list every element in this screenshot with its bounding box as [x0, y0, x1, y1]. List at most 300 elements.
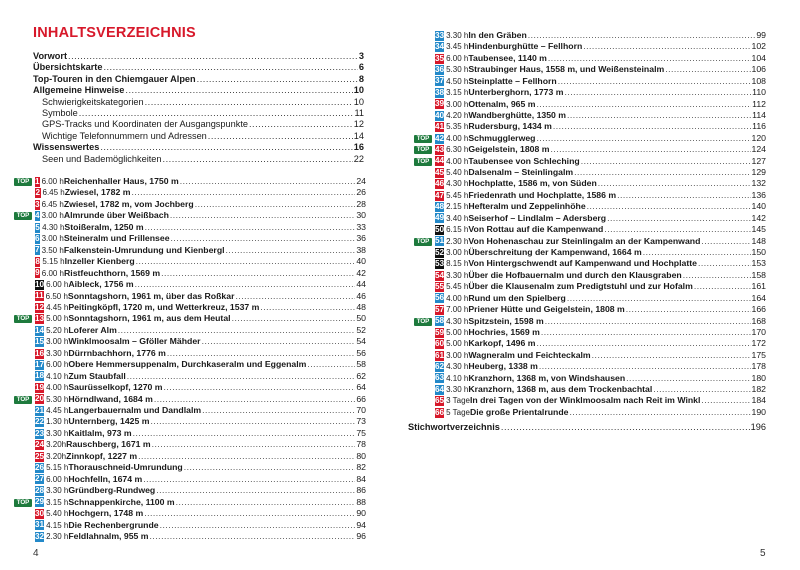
tour-entry[interactable]	[35, 313, 366, 325]
dot-leader	[118, 325, 356, 337]
tour-entry[interactable]	[435, 327, 766, 339]
tour-number: 22	[35, 417, 45, 427]
tour-number: 13	[35, 314, 45, 324]
dot-leader	[581, 156, 751, 168]
tour-entry[interactable]	[435, 384, 766, 396]
tour-page: 168	[751, 315, 766, 326]
tour-entry[interactable]	[35, 497, 366, 509]
tour-name: Über die Klausenalm zum Predigtstuhl und zur Hofalm	[468, 281, 693, 292]
tour-name: Sonntagshorn, 1961 m, aus dem Heutal	[68, 313, 231, 324]
tour-entry[interactable]	[435, 190, 766, 202]
dot-leader	[558, 76, 751, 88]
dot-leader	[195, 199, 356, 211]
toc-entry-page: 11	[354, 108, 364, 118]
tour-page: 120	[751, 132, 766, 143]
tour-name: Unterberghorn, 1773 m	[468, 87, 564, 98]
tour-duration: 2.30 h	[446, 236, 469, 246]
tour-page: 170	[751, 326, 766, 337]
tour-duration: 5.45 h	[446, 190, 469, 200]
tour-entry[interactable]	[35, 405, 366, 417]
tour-duration: 3.00 h	[446, 247, 469, 257]
tour-duration: 3.00 h	[446, 99, 469, 109]
tour-number: 30	[35, 508, 45, 518]
tour-page: 140	[751, 201, 766, 212]
tour-page: 178	[751, 361, 766, 372]
tour-number: 10	[35, 279, 45, 289]
tour-number: 14	[35, 325, 45, 335]
tour-number: 42	[435, 133, 445, 143]
dot-leader	[235, 291, 355, 303]
tour-duration: 5.35 h	[446, 122, 469, 132]
tour-entry[interactable]	[435, 144, 766, 156]
tour-entry[interactable]	[435, 224, 766, 236]
tour-entry[interactable]	[35, 359, 366, 371]
tour-entry[interactable]	[35, 336, 366, 348]
tour-name: Hochries, 1569 m	[468, 326, 540, 337]
tour-entry[interactable]	[435, 281, 766, 293]
tour-duration: 4.45 h	[46, 302, 69, 312]
toc-entry[interactable]	[42, 108, 364, 120]
tour-duration: 5.40 h	[446, 168, 469, 178]
toc-entry[interactable]	[33, 62, 364, 74]
tour-entry[interactable]	[35, 439, 366, 451]
tour-entry[interactable]	[35, 222, 366, 234]
tour-entry[interactable]	[35, 382, 366, 394]
tour-page: 145	[751, 224, 766, 235]
tour-duration: 5 Tage	[446, 407, 470, 417]
tour-duration: 5.15 h	[42, 257, 65, 267]
tour-entry[interactable]	[35, 416, 366, 428]
toc-entry[interactable]	[33, 51, 364, 63]
tour-page: 86	[356, 485, 366, 496]
tour-entry[interactable]	[35, 233, 366, 245]
tour-page: 78	[356, 439, 366, 450]
tour-number: 28	[35, 485, 45, 495]
tour-name: Hindenburghütte – Fellhorn	[468, 41, 583, 52]
tour-name: Unternberg, 1425 m	[68, 416, 150, 427]
tour-entry[interactable]	[435, 350, 766, 362]
dot-leader	[307, 359, 355, 371]
tour-page: 161	[751, 281, 766, 292]
tour-duration: 7.00 h	[446, 305, 469, 315]
tour-number: 6	[35, 234, 40, 243]
dot-leader	[103, 62, 357, 74]
tour-name: Karkopf, 1496 m	[468, 338, 536, 349]
tour-entry[interactable]	[435, 30, 766, 42]
dot-leader	[171, 233, 356, 245]
tour-entry[interactable]	[435, 41, 766, 53]
tour-entry[interactable]	[35, 371, 366, 383]
dot-leader	[548, 53, 751, 65]
tour-number: 7	[35, 245, 40, 255]
dot-leader	[694, 281, 751, 293]
tour-entry[interactable]	[435, 156, 766, 168]
tour-duration: 6.00 h	[46, 280, 69, 290]
tour-entry[interactable]	[435, 110, 766, 122]
toc-entry-label: Wichtige Telefonnummern und Adressen	[42, 130, 207, 141]
tour-page: 150	[751, 246, 766, 257]
tour-entry[interactable]	[35, 199, 366, 211]
tour-name: Wandberghütte, 1350 m	[468, 109, 567, 120]
dot-leader	[145, 97, 353, 109]
tour-number: 18	[35, 371, 45, 381]
tour-duration: 3.30 h	[46, 486, 69, 496]
tour-name: Rauschberg, 1671 m	[66, 439, 151, 450]
toc-entry[interactable]	[42, 119, 364, 131]
index-link[interactable]	[408, 422, 766, 434]
tour-page: 62	[356, 370, 366, 381]
tour-page: 175	[751, 349, 766, 360]
tour-page: 114	[752, 109, 766, 120]
dot-leader	[574, 167, 750, 179]
dot-leader	[536, 338, 750, 350]
dot-leader	[150, 531, 356, 543]
tour-page: 180	[751, 372, 766, 383]
tour-entry[interactable]	[35, 210, 366, 222]
tour-name: Zwiesel, 1782 m	[64, 187, 131, 198]
dot-leader	[592, 350, 751, 362]
index-label: Stichwortverzeichnis	[408, 422, 500, 432]
tour-page: 142	[751, 212, 766, 223]
tour-duration: 5.15 h	[46, 463, 69, 473]
dot-leader	[569, 407, 750, 419]
tour-entry[interactable]	[35, 485, 366, 497]
top-tour-badge: TOP	[14, 499, 32, 507]
dot-leader	[545, 316, 751, 328]
toc-entry-label: Top-Touren in den Chiemgauer Alpen	[33, 73, 196, 84]
dot-leader	[536, 99, 751, 111]
tour-entry[interactable]	[35, 256, 366, 268]
tour-name: In drei Tagen von der Winklmoosalm nach Reit im Winkl	[469, 395, 701, 406]
dot-leader	[180, 176, 356, 188]
tour-name: Kaitlalm, 973 m	[68, 427, 132, 438]
tour-entry[interactable]	[435, 236, 766, 248]
tour-entry[interactable]	[35, 245, 366, 257]
tour-duration: 1.30 h	[46, 417, 69, 427]
tour-entry[interactable]	[435, 167, 766, 179]
tour-entry[interactable]	[435, 87, 766, 99]
tour-number: 38	[435, 87, 445, 97]
toc-entry[interactable]	[33, 74, 364, 86]
tour-page: 73	[356, 416, 366, 427]
tour-name: Schnappenkirche, 1100 m	[68, 496, 175, 507]
tour-entry[interactable]	[435, 76, 766, 88]
tour-entry[interactable]	[435, 53, 766, 65]
dot-leader	[202, 336, 356, 348]
tour-entry[interactable]	[35, 451, 366, 463]
tour-number: 54	[435, 270, 445, 280]
tour-page: 94	[356, 519, 366, 530]
dot-leader	[208, 131, 353, 143]
tour-page: 26	[356, 187, 366, 198]
tour-entry[interactable]	[435, 133, 766, 145]
tour-entry[interactable]	[35, 474, 366, 486]
tour-page: 112	[752, 98, 766, 109]
dot-leader	[131, 187, 355, 199]
dot-leader	[683, 270, 751, 282]
tour-name: Taubensee, 1140 m	[468, 52, 547, 63]
tour-duration: 4.00 h	[46, 383, 69, 393]
tour-number: 43	[435, 144, 445, 154]
tour-entry[interactable]	[35, 428, 366, 440]
tour-page: 96	[356, 530, 366, 541]
tour-entry[interactable]	[35, 462, 366, 474]
tour-page: 158	[751, 269, 766, 280]
dot-leader	[133, 428, 356, 440]
toc-entry-page: 3	[358, 51, 364, 61]
tour-duration: 4.45 h	[46, 406, 69, 415]
dot-leader	[539, 361, 751, 373]
tour-entry[interactable]	[35, 187, 366, 199]
tour-name: Dürrnbachhorn, 1776 m	[68, 347, 166, 358]
tour-entry[interactable]	[435, 178, 766, 190]
tour-page: 129	[751, 167, 766, 178]
tour-number: 23	[35, 428, 45, 438]
tour-duration: 4.00 h	[446, 133, 469, 143]
tour-name: Schmugglerweg	[468, 132, 536, 143]
tour-name: Die große Prientalrunde	[469, 406, 569, 417]
tour-name: Zinnkopf, 1227 m	[66, 450, 138, 461]
toc-entry[interactable]	[42, 97, 364, 109]
tour-name: Peitingköpfl, 1720 m, und Wetterkreuz, 1537 m	[68, 301, 260, 312]
toc-entry[interactable]	[42, 154, 364, 166]
tour-name: Loferer Alm	[68, 324, 117, 335]
tour-name: Geigelstein, 1808 m	[468, 144, 550, 155]
tour-number: 9	[35, 268, 40, 278]
tour-page: 108	[751, 75, 766, 86]
tour-name: Aibleck, 1756 m	[68, 279, 134, 290]
dot-leader	[226, 245, 356, 257]
tour-duration: 3.30 h	[446, 270, 469, 280]
tour-duration: 6.45 h	[41, 199, 64, 209]
tour-duration: 5.40 h	[46, 509, 69, 519]
tour-duration: 6.30 h	[446, 145, 469, 155]
tour-number: 46	[435, 179, 445, 189]
tour-number: 33	[435, 30, 445, 40]
dot-leader	[607, 213, 750, 225]
dot-leader	[528, 30, 756, 42]
page-number: 4	[33, 548, 39, 559]
toc-entry-page: 10	[353, 96, 364, 107]
tour-duration: 4.30 h	[446, 316, 469, 326]
tour-name: Gründberg-Rundweg	[68, 485, 156, 496]
dot-leader	[232, 313, 356, 325]
tour-entry[interactable]	[35, 531, 366, 543]
tour-name: Zwiesel, 1782 m, vom Jochberg	[63, 198, 194, 209]
tour-number: 60	[435, 339, 445, 349]
tour-page: 136	[751, 189, 766, 200]
tour-number: 19	[35, 382, 45, 392]
tour-duration: 3.50 h	[41, 245, 64, 255]
tour-entry[interactable]	[35, 348, 366, 360]
tour-name: Straubinger Haus, 1558 m, und Weißensteinalm	[468, 64, 665, 75]
tour-number: 31	[35, 520, 45, 530]
dot-leader	[197, 74, 358, 86]
tour-entry[interactable]	[435, 247, 766, 259]
tour-page: 132	[751, 178, 766, 189]
dot-leader	[202, 405, 355, 417]
tour-entry[interactable]	[435, 213, 766, 225]
tour-duration: 5.30 h	[46, 394, 69, 404]
tour-duration: 6.00 h	[446, 53, 469, 63]
tour-duration: 3.30 h	[46, 348, 69, 358]
toc-entry[interactable]	[33, 142, 364, 154]
toc-entry[interactable]	[33, 85, 364, 97]
toc-entry-page: 22	[353, 153, 364, 164]
dot-leader	[79, 108, 354, 120]
tour-duration: 5.00 h	[446, 327, 469, 337]
tour-page: 182	[751, 384, 766, 395]
tour-page: 127	[751, 155, 766, 166]
tour-entry[interactable]	[35, 508, 366, 520]
tour-entry[interactable]	[435, 270, 766, 282]
right-page	[400, 0, 800, 570]
tour-duration: 3.00 h	[46, 337, 69, 347]
tour-duration: 6.00 h	[46, 474, 69, 484]
tour-duration: 6.00 h	[41, 268, 65, 278]
dot-leader	[176, 497, 356, 509]
tour-name: Ristfeuchthorn, 1569 m	[64, 267, 161, 278]
tour-name: In den Gräben	[468, 30, 527, 40]
tour-page: 124	[751, 144, 766, 155]
tour-entry[interactable]	[35, 394, 366, 406]
dot-leader	[163, 154, 353, 166]
dot-leader	[144, 508, 355, 520]
tour-page: 148	[751, 235, 766, 246]
toc-entry-label: GPS-Tracks und Koordinaten der Ausgangspunkte	[42, 119, 248, 130]
tour-number: 5	[35, 222, 40, 232]
tour-duration: 2.15 h	[446, 202, 469, 212]
tour-duration: 6.00 h	[41, 177, 64, 186]
tour-number: 34	[435, 42, 445, 52]
tour-duration: 3.40 h	[446, 213, 469, 223]
tour-page: 190	[751, 406, 766, 417]
toc-entry[interactable]	[42, 131, 364, 143]
tour-name: Priener Hütte und Geigelstein, 1808 m	[468, 304, 625, 315]
top-tour-badge: TOP	[14, 178, 32, 186]
tour-name: Winklmoosalm – Gföller Mähder	[68, 336, 201, 347]
tour-entry[interactable]	[35, 302, 366, 314]
tour-entry[interactable]	[435, 64, 766, 76]
tour-duration: 4.50 h	[446, 76, 469, 86]
toc-entry-label: Seen und Bademöglichkeiten	[42, 153, 162, 164]
tour-entry[interactable]	[35, 291, 366, 303]
tour-number: 35	[435, 53, 445, 63]
tour-number: 58	[435, 316, 445, 326]
tour-entry[interactable]	[35, 279, 366, 291]
tour-number: 12	[35, 302, 45, 312]
tour-number: 57	[435, 304, 445, 314]
tour-duration: 6.00 h	[46, 360, 69, 370]
tour-entry[interactable]	[435, 99, 766, 111]
tour-name: Friedenrath und Hochplatte, 1586 m	[468, 189, 617, 200]
tour-number: 26	[35, 463, 45, 472]
tour-entry[interactable]	[435, 395, 766, 407]
dot-leader	[152, 439, 356, 451]
tour-name: Dalsenalm – Steinlingalm	[468, 167, 574, 178]
tour-page: 82	[356, 462, 366, 473]
tour-number: 1	[35, 176, 40, 186]
tour-page: 33	[356, 221, 366, 232]
tour-page: 54	[356, 336, 366, 347]
tour-entry[interactable]	[435, 407, 766, 419]
tour-number: 15	[35, 337, 45, 347]
tour-number: 47	[435, 190, 445, 200]
tour-entry[interactable]	[435, 121, 766, 133]
tour-page: 52	[356, 324, 366, 335]
tour-page: 44	[356, 279, 366, 290]
tour-name: Überschreitung der Kampenwand, 1664 m	[468, 246, 642, 257]
tour-name: Hochplatte, 1586 m, von Süden	[468, 178, 597, 189]
tour-name: Ottenalm, 965 m	[468, 98, 536, 109]
tour-page: 99	[756, 30, 766, 40]
tour-entry[interactable]	[35, 268, 366, 280]
tour-name: Thorauschneid-Umrundung	[68, 462, 183, 473]
tour-duration: 2.30 h	[46, 531, 69, 541]
tour-number: 36	[435, 65, 445, 74]
tour-page: 184	[751, 395, 766, 406]
tour-page: 75	[356, 427, 366, 438]
toc-entry-label: Symbole	[42, 108, 78, 118]
tour-entry[interactable]	[435, 373, 766, 385]
tour-number: 29	[35, 497, 45, 507]
tour-entry[interactable]	[35, 176, 366, 188]
tour-duration: 4.30 h	[446, 362, 469, 372]
tour-number: 11	[35, 291, 44, 301]
tour-name: Von Hohenaschau zur Steinlingalm an der Kampenwand	[468, 235, 701, 246]
top-tour-badge: TOP	[14, 396, 32, 404]
tour-duration: 4.00 h	[446, 293, 469, 303]
tour-number: 21	[35, 405, 45, 415]
dot-leader	[143, 474, 355, 486]
tour-entry[interactable]	[435, 201, 766, 213]
tour-entry[interactable]	[435, 338, 766, 350]
tour-entry[interactable]	[35, 520, 366, 532]
tour-entry[interactable]	[435, 304, 766, 316]
tour-page: 50	[356, 313, 366, 324]
dot-leader	[536, 133, 750, 145]
dot-leader	[127, 371, 356, 383]
dot-leader	[501, 422, 750, 434]
dot-leader	[698, 258, 751, 270]
tour-entry[interactable]	[435, 258, 766, 270]
tour-entry[interactable]	[435, 293, 766, 305]
dot-leader	[138, 451, 355, 463]
tour-duration: 3.30 h	[446, 385, 469, 395]
top-tour-badge: TOP	[14, 212, 32, 220]
tour-number: 61	[435, 350, 445, 360]
dot-leader	[260, 302, 355, 314]
tour-number: 25	[35, 451, 45, 461]
tour-number: 59	[435, 327, 445, 337]
dot-leader	[587, 201, 751, 213]
tour-entry[interactable]	[435, 361, 766, 373]
tour-name: Langerbauernalm und Dandlalm	[68, 405, 202, 415]
tour-name: Rudersburg, 1434 m	[468, 121, 552, 132]
tour-duration: 4.20 h	[446, 110, 469, 120]
tour-entry[interactable]	[35, 325, 366, 337]
tour-number: 52	[435, 247, 445, 257]
tour-page: 153	[751, 258, 766, 269]
tour-number: 27	[35, 474, 45, 484]
tour-duration: 6.50 h	[45, 291, 68, 301]
tour-entry[interactable]	[435, 316, 766, 328]
tour-number: 3	[35, 199, 40, 209]
dot-leader	[150, 416, 355, 428]
tour-duration: 3.15 h	[46, 497, 69, 507]
tour-name: Seiserhof – Lindlalm – Adersberg	[468, 212, 607, 223]
tour-page: 48	[356, 301, 366, 312]
